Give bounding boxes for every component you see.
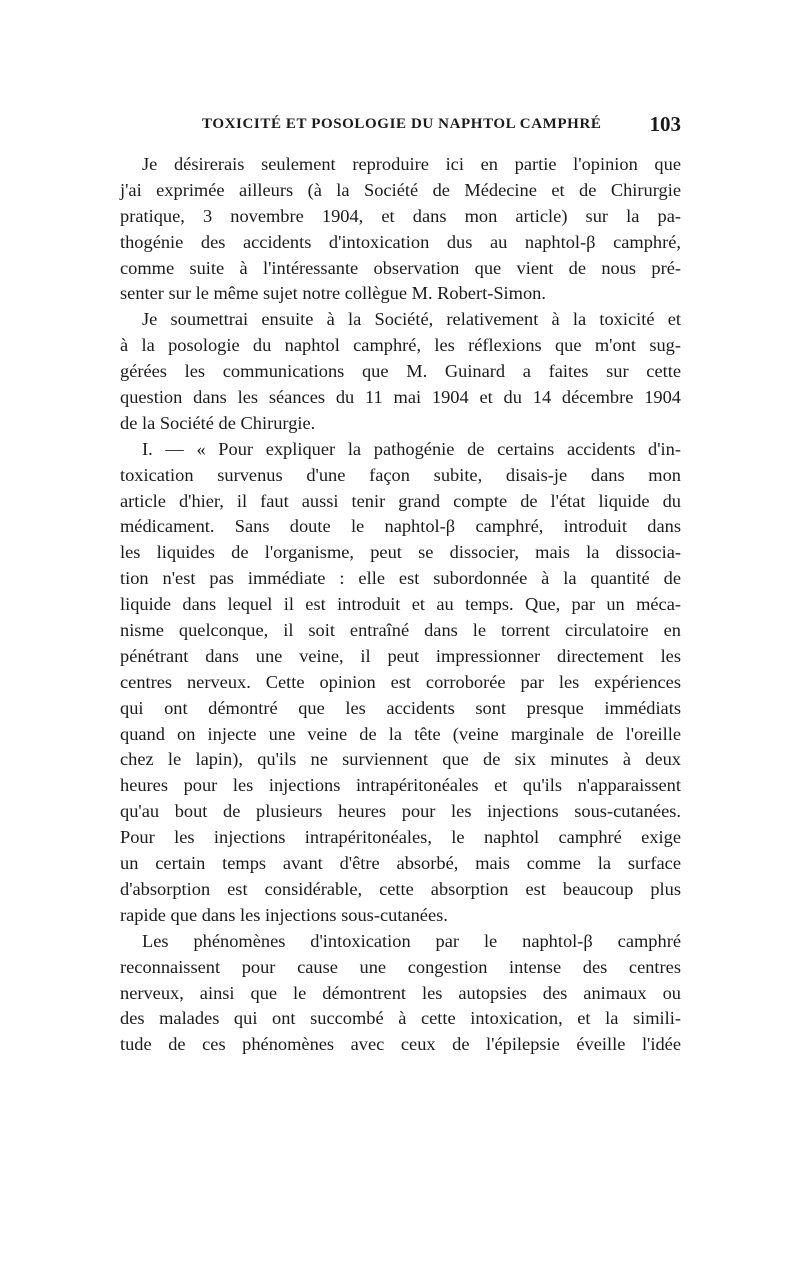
text-line: tion n'est pas immédiate : elle est subordonnée à la quantité de bbox=[120, 568, 681, 589]
text-line: pratique, 3 novembre 1904, et dans mon article) sur la pa- bbox=[120, 205, 681, 226]
text-line: qui ont démontré que les accidents sont presque immédiats bbox=[120, 697, 681, 718]
text-line: Je désirerais seulement reproduire ici en partie l'opinion que bbox=[142, 154, 681, 174]
book-page bbox=[120, 112, 681, 1058]
text-line: médicament. Sans doute le naphtol-β camphré, introduit dans bbox=[120, 516, 681, 537]
text-line: senter sur le même sujet notre collègue M. Robert-Simon. bbox=[120, 283, 546, 304]
text-line: les liquides de l'organisme, peut se dissocier, mais la dissocia- bbox=[120, 542, 681, 563]
text-line: un certain temps avant d'être absorbé, mais comme la surface bbox=[120, 853, 681, 874]
text-line: de la Société de Chirurgie. bbox=[120, 412, 316, 433]
text-line: gérées les communications que M. Guinard a faites sur cette bbox=[120, 361, 681, 382]
paragraph-3 bbox=[120, 437, 681, 929]
text-line: Pour les injections intrapéritonéales, le naphtol camphré exige bbox=[120, 827, 681, 848]
text-line: thogénie des accidents d'intoxication dus au naphtol-β camphré, bbox=[120, 231, 681, 252]
text-line: j'ai exprimée ailleurs (à la Société de Médecine et de Chirurgie bbox=[120, 179, 681, 200]
running-header bbox=[120, 112, 681, 144]
text-line: comme suite à l'intéressante observation que vient de nous pré- bbox=[120, 257, 681, 278]
text-line: liquide dans lequel il est introduit et au temps. Que, par un méca- bbox=[120, 594, 681, 615]
text-line: chez le lapin), qu'ils ne surviennent que de six minutes à deux bbox=[120, 749, 681, 770]
text-line: I. — « Pour expliquer la pathogénie de certains accidents d'in- bbox=[142, 438, 681, 459]
text-line: question dans les séances du 11 mai 1904 et du 14 décembre 1904 bbox=[120, 387, 681, 408]
text-line: nerveux, ainsi que le démontrent les autopsies des animaux ou bbox=[120, 982, 681, 1003]
text-line: centres nerveux. Cette opinion est corroborée par les expériences bbox=[120, 671, 681, 692]
paragraph-2 bbox=[120, 307, 681, 436]
text-line: nisme quelconque, il soit entraîné dans le torrent circulatoire en bbox=[120, 620, 681, 641]
text-line: qu'au bout de plusieurs heures pour les injections sous-cutanées. bbox=[120, 801, 681, 822]
paragraph-4 bbox=[120, 929, 681, 1058]
paragraph-1 bbox=[120, 152, 681, 307]
text-line: Je soumettrai ensuite à la Société, relativement à la toxicité et bbox=[142, 309, 681, 330]
text-line: toxication survenus d'une façon subite, disais-je dans mon bbox=[120, 464, 681, 485]
text-line: à la posologie du naphtol camphré, les réflexions que m'ont sug- bbox=[120, 335, 681, 356]
text-line: article d'hier, il faut aussi tenir grand compte de l'état liquide du bbox=[120, 490, 681, 511]
text-line: heures pour les injections intrapéritonéales et qu'ils n'apparaissent bbox=[120, 775, 681, 796]
body-text bbox=[120, 152, 681, 1058]
text-line: rapide que dans les injections sous-cutanées. bbox=[120, 904, 448, 925]
text-line: quand on injecte une veine de la tête (veine marginale de l'oreille bbox=[120, 723, 681, 744]
running-title: TOXICITÉ ET POSOLOGIE DU NAPHTOL CAMPHRÉ bbox=[202, 116, 602, 132]
text-line: des malades qui ont succombé à cette intoxication, et la simili- bbox=[120, 1008, 681, 1029]
text-line: Les phénomènes d'intoxication par le naphtol-β camphré bbox=[142, 930, 681, 951]
page-number: 103 bbox=[649, 112, 681, 136]
text-line: reconnaissent pour cause une congestion intense des centres bbox=[120, 956, 681, 977]
text-line: d'absorption est considérable, cette absorption est beaucoup plus bbox=[120, 878, 681, 899]
text-line: tude de ces phénomènes avec ceux de l'épilepsie éveille l'idée bbox=[120, 1034, 681, 1055]
text-line: pénétrant dans une veine, il peut impressionner directement les bbox=[120, 645, 681, 666]
